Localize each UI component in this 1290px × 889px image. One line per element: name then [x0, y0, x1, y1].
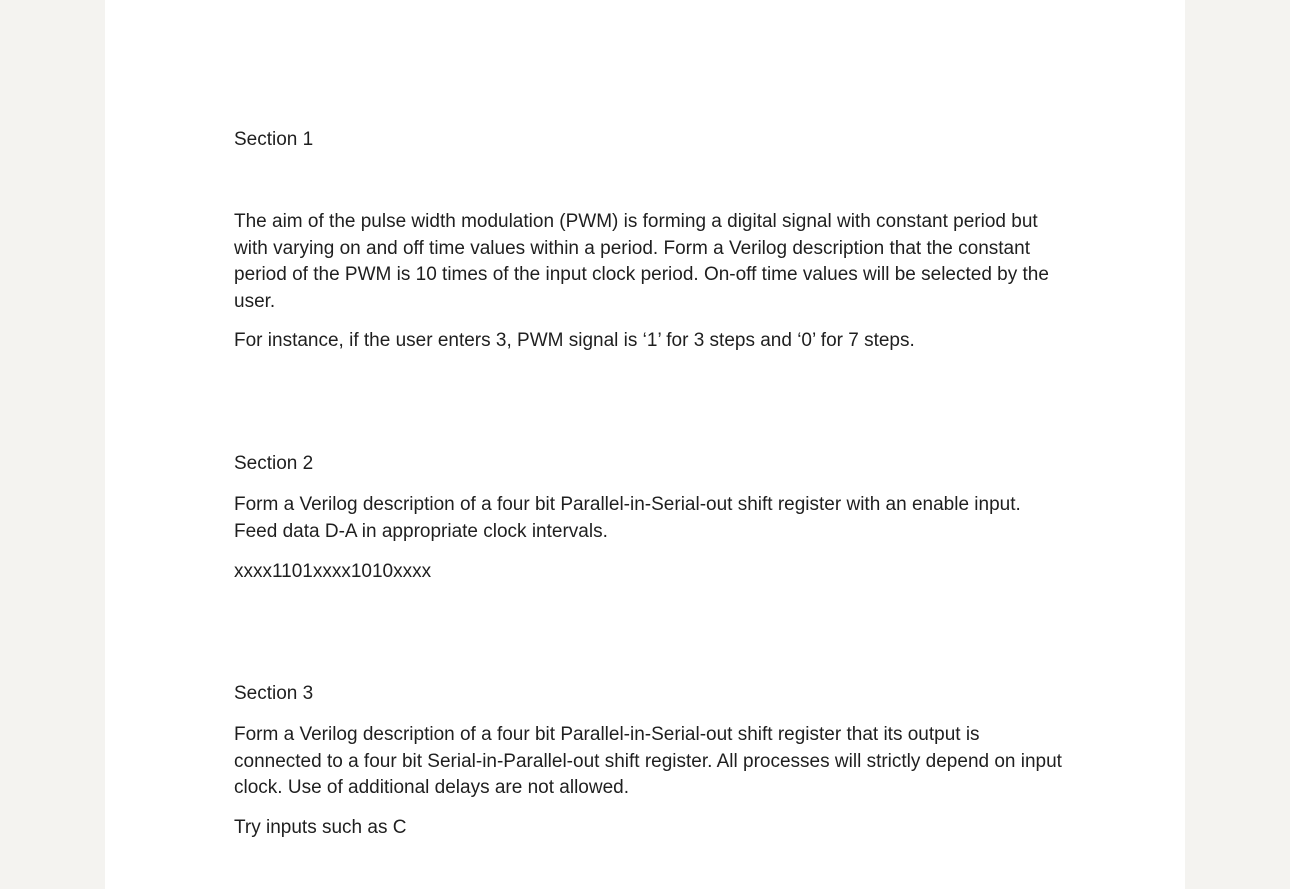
section-2-bit-sequence: xxxx1101xxxx1010xxxx — [234, 561, 432, 582]
section-2-paragraph-1: Form a Verilog description of a four bit Parallel-in-Serial-out shift register with an enable input. Feed data D-A in appropriate clock intervals. — [234, 494, 1021, 542]
section-1-paragraph-2: For instance, if the user enters 3, PWM signal is ‘1’ for 3 steps and ‘0’ for 7 steps. — [234, 330, 915, 351]
section-3-heading: Section 3 — [234, 683, 314, 704]
document-page — [105, 0, 1185, 889]
section-1-heading: Section 1 — [234, 129, 314, 150]
section-3-paragraph-1: Form a Verilog description of a four bit Parallel-in-Serial-out shift register that its output is connected to a four bit Serial-in-Parallel-out shift register. All processes will strictly depend on input clock. Use of additional delays are not allowed. — [234, 724, 1062, 798]
section-3-paragraph-2: Try inputs such as C — [234, 817, 407, 838]
section-2-heading: Section 2 — [234, 453, 314, 474]
section-1-paragraph-1: The aim of the pulse width modulation (PWM) is forming a digital signal with constant period but with varying on and off time values within a period. Form a Verilog description that the constant period of the PWM is 10 times of the input clock period. On-off time values will be selected by the user. — [234, 211, 1049, 312]
